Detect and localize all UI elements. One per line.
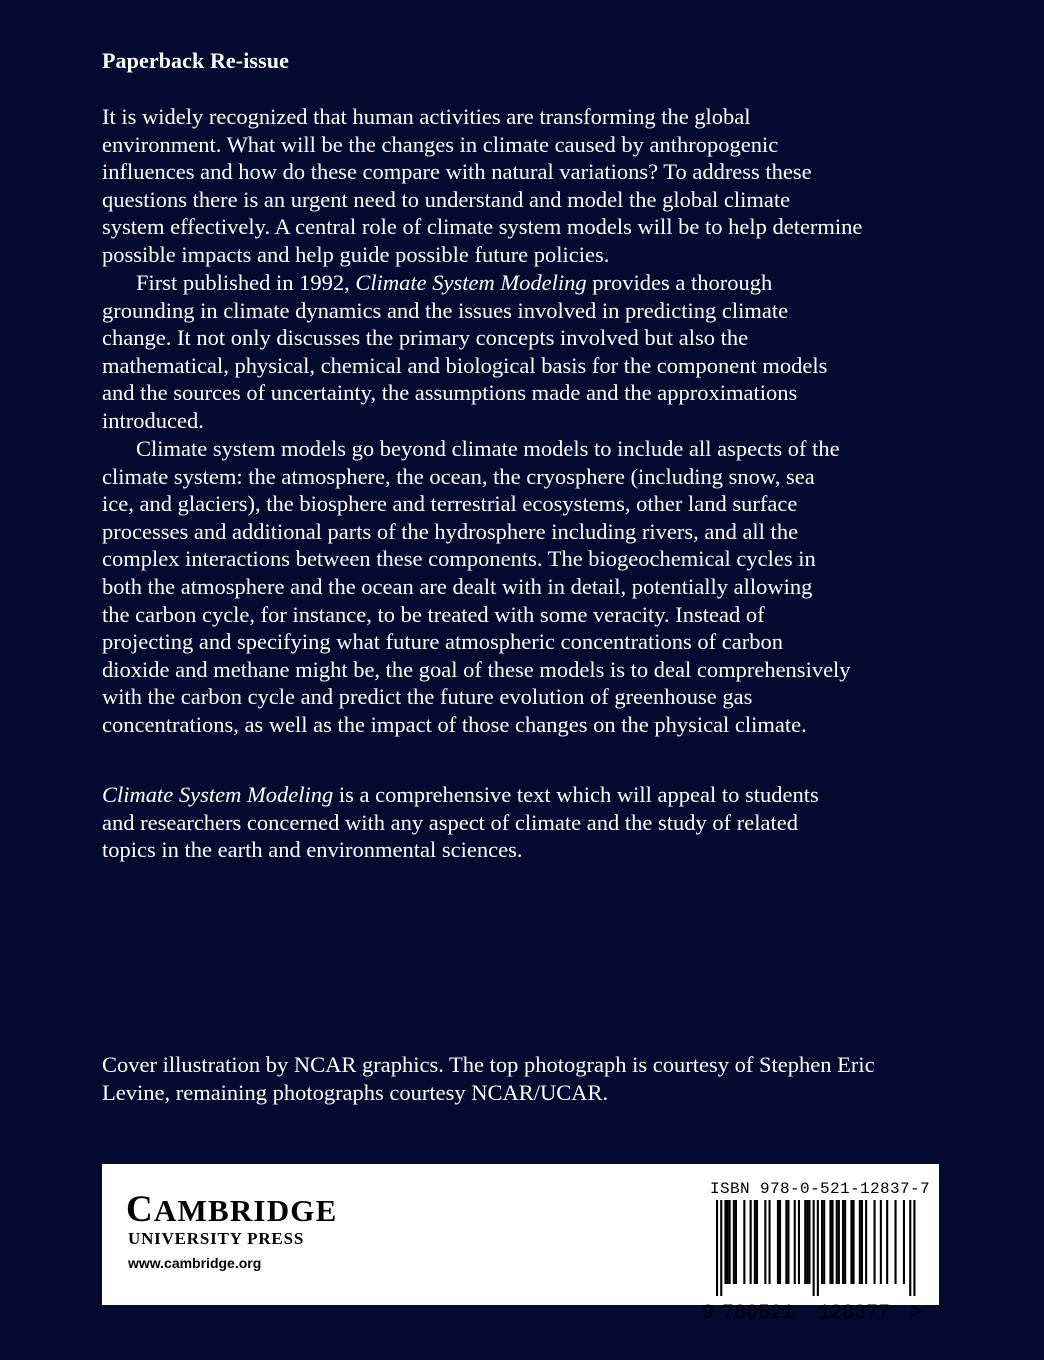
barcode-digit-group-1: 780521 [722,1302,795,1325]
text-line: the carbon cycle, for instance, to be treated with some veracity. Instead of [102,601,765,627]
text-line: concentrations, as well as the impact of those changes on the physical climate. [102,711,807,737]
publisher-url[interactable]: www.cambridge.org [128,1255,262,1271]
barcode-bar [785,1200,787,1284]
barcode-bar [903,1200,905,1284]
barcode-bar [716,1200,718,1296]
barcode-bar [838,1200,840,1284]
paragraph-climate-system-models [102,435,962,739]
text-fragment: is a comprehensive text which will appeal to students [333,782,819,807]
text-line [102,781,962,809]
barcode-bar [769,1200,771,1284]
barcode-bar [821,1200,823,1284]
barcode-bar [727,1200,729,1284]
text-line: with the carbon cycle and predict the future evolution of greenhouse gas [102,684,753,710]
barcode-bar [909,1200,911,1296]
text-line: questions there is an urgent need to understand and model the global climate [102,186,791,212]
publisher-name [126,1189,338,1230]
text-line: Cover illustration by NCAR graphics. The top photograph is courtesy of Stephen Eric [102,1052,875,1077]
barcode-bar [913,1200,915,1296]
text-line: climate system: the atmosphere, the ocean, the cryosphere (including snow, sea [102,463,815,489]
barcode-bar [865,1200,867,1284]
barcode-bar [842,1200,844,1284]
text-line: ice, and glaciers), the biosphere and terrestrial ecosystems, other land surface [102,491,798,517]
paragraph-summary [102,781,962,864]
publisher-subtitle: UNIVERSITY PRESS [128,1229,305,1248]
barcode-bar [817,1200,819,1296]
text-line: system effectively. A central role of climate system models will be to help determine [102,214,863,240]
barcode-bar [853,1200,855,1284]
barcode-bar [832,1200,834,1284]
text-line: influences and how do these compare with natural variations? To address these [102,159,812,185]
barcode-bar [895,1200,897,1284]
barcode-bar [880,1200,882,1284]
text-line: and researchers concerned with any aspect of climate and the study of related [102,809,798,835]
cover-credit [102,1051,875,1106]
text-line: mathematical, physical, chemical and biological basis for the component models [102,352,828,378]
barcode-bar [735,1200,737,1284]
text-line [102,269,962,297]
barcode-bar [733,1200,735,1284]
barcode-bar [859,1200,861,1284]
text-line: both the atmosphere and the ocean are dealt with in detail, potentially allowing [102,573,813,599]
text-line: It is widely recognized that human activities are transforming the global [102,104,751,129]
barcode-bar [823,1200,825,1284]
barcode-bar [743,1200,745,1284]
barcode [702,1200,928,1325]
barcode-bar [787,1200,789,1284]
text-line: grounding in climate dynamics and the issues involved in predicting climate [102,297,789,323]
text-line: Levine, remaining photographs courtesy NCAR/UCAR. [102,1079,609,1105]
text-line: dioxide and methane might be, the goal of these models is to deal comprehensively [102,656,851,682]
text-line: Climate system models go beyond climate models to include all aspects of the [136,436,840,461]
barcode-bar [756,1200,758,1284]
barcode-bar [874,1200,876,1284]
text-line: change. It not only discusses the primary concepts involved but also the [102,325,749,351]
text-line: topics in the earth and environmental sciences. [102,837,523,863]
publisher-initial: C [126,1189,154,1230]
text-line: introduced. [102,407,204,433]
isbn-label: ISBN 978-0-521-12837-7 [710,1180,931,1198]
barcode-bar [724,1200,726,1284]
text-line: complex interactions between these components. The biogeochemical cycles in [102,546,816,572]
text-line: and the sources of uncertainty, the assumptions made and the approximations [102,380,798,406]
publisher-barcode-panel [102,1164,939,1325]
barcode-bar [808,1200,810,1284]
publisher-logo [126,1189,338,1271]
barcode-bar [754,1200,756,1284]
heading-paperback-reissue: Paperback Re-issue [102,48,289,73]
barcode-bar [813,1200,815,1296]
barcode-bar [850,1200,852,1284]
text-line: possible impacts and help guide possible future policies. [102,241,610,267]
barcode-bar [798,1200,800,1284]
barcode-bar [844,1200,846,1284]
barcode-bar [750,1200,752,1284]
paragraph-intro [102,103,962,269]
book-title: Climate System Modeling [355,270,587,295]
barcode-bar [806,1200,808,1284]
text-fragment: provides a thorough [586,270,773,295]
barcode-bar [886,1200,888,1284]
text-line: projecting and specifying what future atmospheric concentrations of carbon [102,629,784,655]
barcode-bars [708,1200,928,1296]
barcode-bar [861,1200,863,1284]
barcode-bar [720,1200,722,1296]
barcode-bar [764,1200,766,1284]
book-title: Climate System Modeling [102,782,334,807]
barcode-bar [777,1200,779,1284]
text-fragment: First published in 1992, [136,270,356,295]
publisher-name-rest: AMBRIDGE [153,1193,338,1228]
barcode-bar [729,1200,731,1284]
barcode-bar [836,1200,838,1284]
barcode-bar [794,1200,796,1284]
barcode-digit-group-2: 128377 [818,1302,891,1325]
barcode-digit-first: 9 [702,1302,715,1325]
barcode-digit-end: > [910,1302,923,1325]
barcode-bar [829,1200,831,1284]
text-line: processes and additional parts of the hydrosphere including rivers, and all the [102,518,799,544]
barcode-bar [804,1200,806,1284]
paragraph-first-published [102,269,962,435]
text-line: environment. What will be the changes in climate caused by anthropogenic [102,131,779,157]
barcode-bar [779,1200,781,1284]
